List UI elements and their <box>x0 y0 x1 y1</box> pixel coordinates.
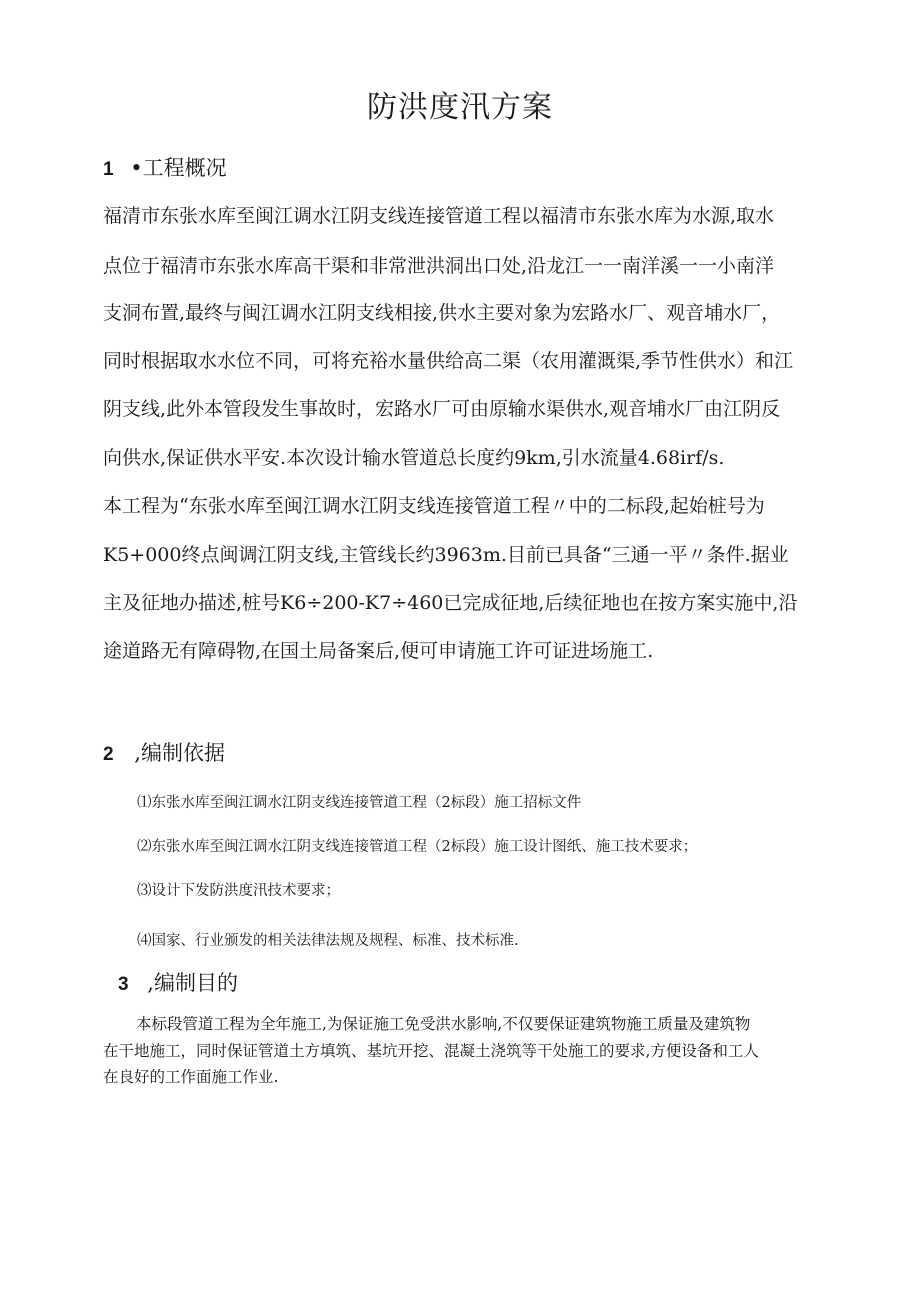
section-2-heading <box>103 737 225 767</box>
section-1-line: 福清市东张水库至闽江调水江阴支线连接管道工程以福清市东张水库为水源,取水 <box>103 205 775 227</box>
section-1-line: 本工程为“东张水库至闽江调水江阴支线连接管道工程〃中的二标段,起始桩号为 <box>103 495 765 517</box>
section-1-line: 向供水,保证供水平安.本次设计输水管道总长度约9km,引水流量4.68irf∕s. <box>103 447 725 469</box>
reference-item: ⑶设计下发防洪度汛技术要求； <box>137 883 340 899</box>
section-1-line: 主及征地办描述,桩号K6÷200-K7÷460已完成征地,后续征地也在按方案实施中,沿 <box>103 592 798 614</box>
section-1-number: 1 <box>103 159 114 180</box>
section-2-title: ,编制依据 <box>134 741 225 765</box>
reference-item: ⑵东张水库至闽江调水江阴支线连接管道工程（2标段）施工设计图纸、施工技术要求； <box>137 839 698 855</box>
section-3-line: 在良好的工作面施工作业. <box>103 1068 279 1086</box>
reference-item: ⑷国家、行业颁发的相关法律法规及规程、标准、技术标准. <box>137 933 519 949</box>
section-1-line: 支洞布置,最终与闽江调水江阴支线相接,供水主要对象为宏路水厂、观音埔水厂， <box>103 302 781 324</box>
section-3-title: ,编制目的 <box>147 971 238 995</box>
section-1-line: 点位于福清市东张水库高干渠和非常泄洪洞出口处,沿龙江一一南洋溪一一小南洋 <box>103 255 775 277</box>
section-1-line: 阴支线,此外本管段发生事故时，宏路水厂可由原输水渠供水,观音埔水厂由江阴反 <box>103 398 781 420</box>
section-2-number: 2 <box>103 744 114 765</box>
section-1-line: K5+000终点闽调江阴支线,主管线长约3963m.目前已具备“三通一平〃条件.据业 <box>103 544 789 566</box>
document-title: 防洪度汛方案 <box>367 90 553 125</box>
reference-item: ⑴东张水库至闽江调水江阴支线连接管道工程（2标段）施工招标文件 <box>137 795 582 811</box>
section-1-title: •工程概况 <box>130 156 227 180</box>
section-3-number: 3 <box>118 974 129 995</box>
section-1-line: 同时根据取水水位不同，可将充裕水量供给高二渠（农用灌溉渠,季节性供水）和江 <box>103 350 794 372</box>
section-1-line: 途道路无有障碍物,在国土局备案后,便可申请施工许可证进场施工. <box>103 640 654 662</box>
section-3-line: 在干地施工，同时保证管道土方填筑、基坑开挖、混凝土浇筑等干处施工的要求,方便设备和工人 <box>103 1042 759 1060</box>
section-3-heading <box>118 967 238 997</box>
section-3-line: 本标段管道工程为全年施工,为保证施工免受洪水影响,不仅要保证建筑物施工质量及建筑物 <box>136 1015 751 1033</box>
section-1-heading <box>103 152 227 182</box>
